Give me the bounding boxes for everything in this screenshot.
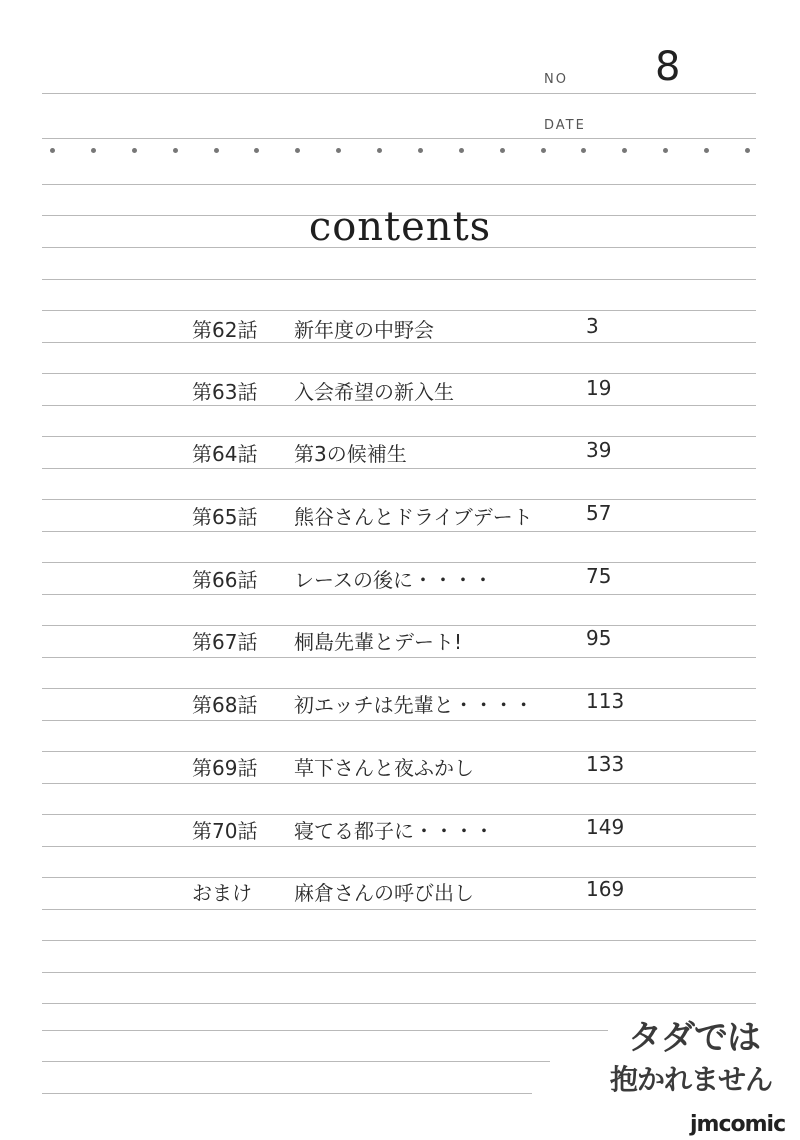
dotted-separator: [50, 148, 750, 153]
toc-page: 95: [586, 626, 612, 650]
toc-title: 麻倉さんの呼び出し: [294, 881, 474, 905]
toc-title: 新年度の中野会: [294, 318, 434, 342]
series-logo: [580, 1010, 780, 1100]
logo-line-1: タダでは: [628, 1018, 760, 1058]
toc-row: [0, 438, 800, 474]
toc-episode: 第64話: [192, 442, 258, 466]
header-rule: [42, 93, 756, 94]
date-label: DATE: [544, 118, 586, 133]
toc-episode: 第63話: [192, 380, 258, 404]
toc-page: 149: [586, 815, 625, 839]
ruled-line: [42, 1061, 550, 1062]
ruled-line: [42, 1093, 532, 1094]
ruled-line: [42, 940, 756, 941]
toc-episode: 第65話: [192, 505, 258, 529]
toc-episode: 第66話: [192, 568, 258, 592]
toc-row: [0, 877, 800, 913]
ruled-line: [42, 279, 756, 280]
toc-row: [0, 501, 800, 537]
toc-row: [0, 815, 800, 851]
toc-page: 75: [586, 564, 612, 588]
ruled-line: [42, 310, 756, 311]
header-rule: [42, 138, 756, 139]
watermark: jmcomic: [690, 1112, 786, 1137]
toc-row: [0, 689, 800, 725]
toc-title: 入会希望の新入生: [294, 380, 454, 404]
ruled-line: [42, 373, 756, 374]
ruled-line: [42, 562, 756, 563]
toc-episode: おまけ: [192, 881, 252, 905]
no-label: NO: [544, 72, 568, 87]
toc-page: 113: [586, 689, 625, 713]
ruled-line: [42, 1030, 608, 1031]
toc-page: 133: [586, 752, 625, 776]
ruled-line: [42, 499, 756, 500]
ruled-line: [42, 972, 756, 973]
toc-page: 57: [586, 501, 612, 525]
toc-episode: 第70話: [192, 819, 258, 843]
toc-episode: 第69話: [192, 756, 258, 780]
toc-title: 熊谷さんとドライブデート: [294, 505, 533, 529]
toc-page: 39: [586, 438, 612, 462]
toc-episode: 第62話: [192, 318, 258, 342]
ruled-line: [42, 1003, 756, 1004]
logo-line-2: 抱かれません: [609, 1063, 772, 1096]
toc-title: 寝てる都子に・・・・: [294, 819, 494, 843]
page-title: contents: [308, 204, 492, 250]
toc-row: [0, 564, 800, 600]
toc-page: 169: [586, 877, 625, 901]
toc-page: 19: [586, 376, 612, 400]
toc-title: 桐島先輩とデート!: [294, 630, 463, 654]
toc-row: [0, 626, 800, 662]
toc-page: 3: [586, 314, 599, 338]
toc-episode: 第67話: [192, 630, 258, 654]
toc-title: 草下さんと夜ふかし: [294, 756, 474, 780]
toc-row: [0, 376, 800, 412]
toc-row: [0, 314, 800, 350]
toc-title: レースの後に・・・・: [294, 568, 493, 592]
toc-title: 第3の候補生: [294, 442, 407, 466]
ruled-line: [42, 184, 756, 185]
ruled-line: [42, 436, 756, 437]
no-value: 8: [655, 44, 681, 90]
toc-row: [0, 752, 800, 788]
toc-title: 初エッチは先輩と・・・・: [294, 693, 534, 717]
toc-episode: 第68話: [192, 693, 258, 717]
